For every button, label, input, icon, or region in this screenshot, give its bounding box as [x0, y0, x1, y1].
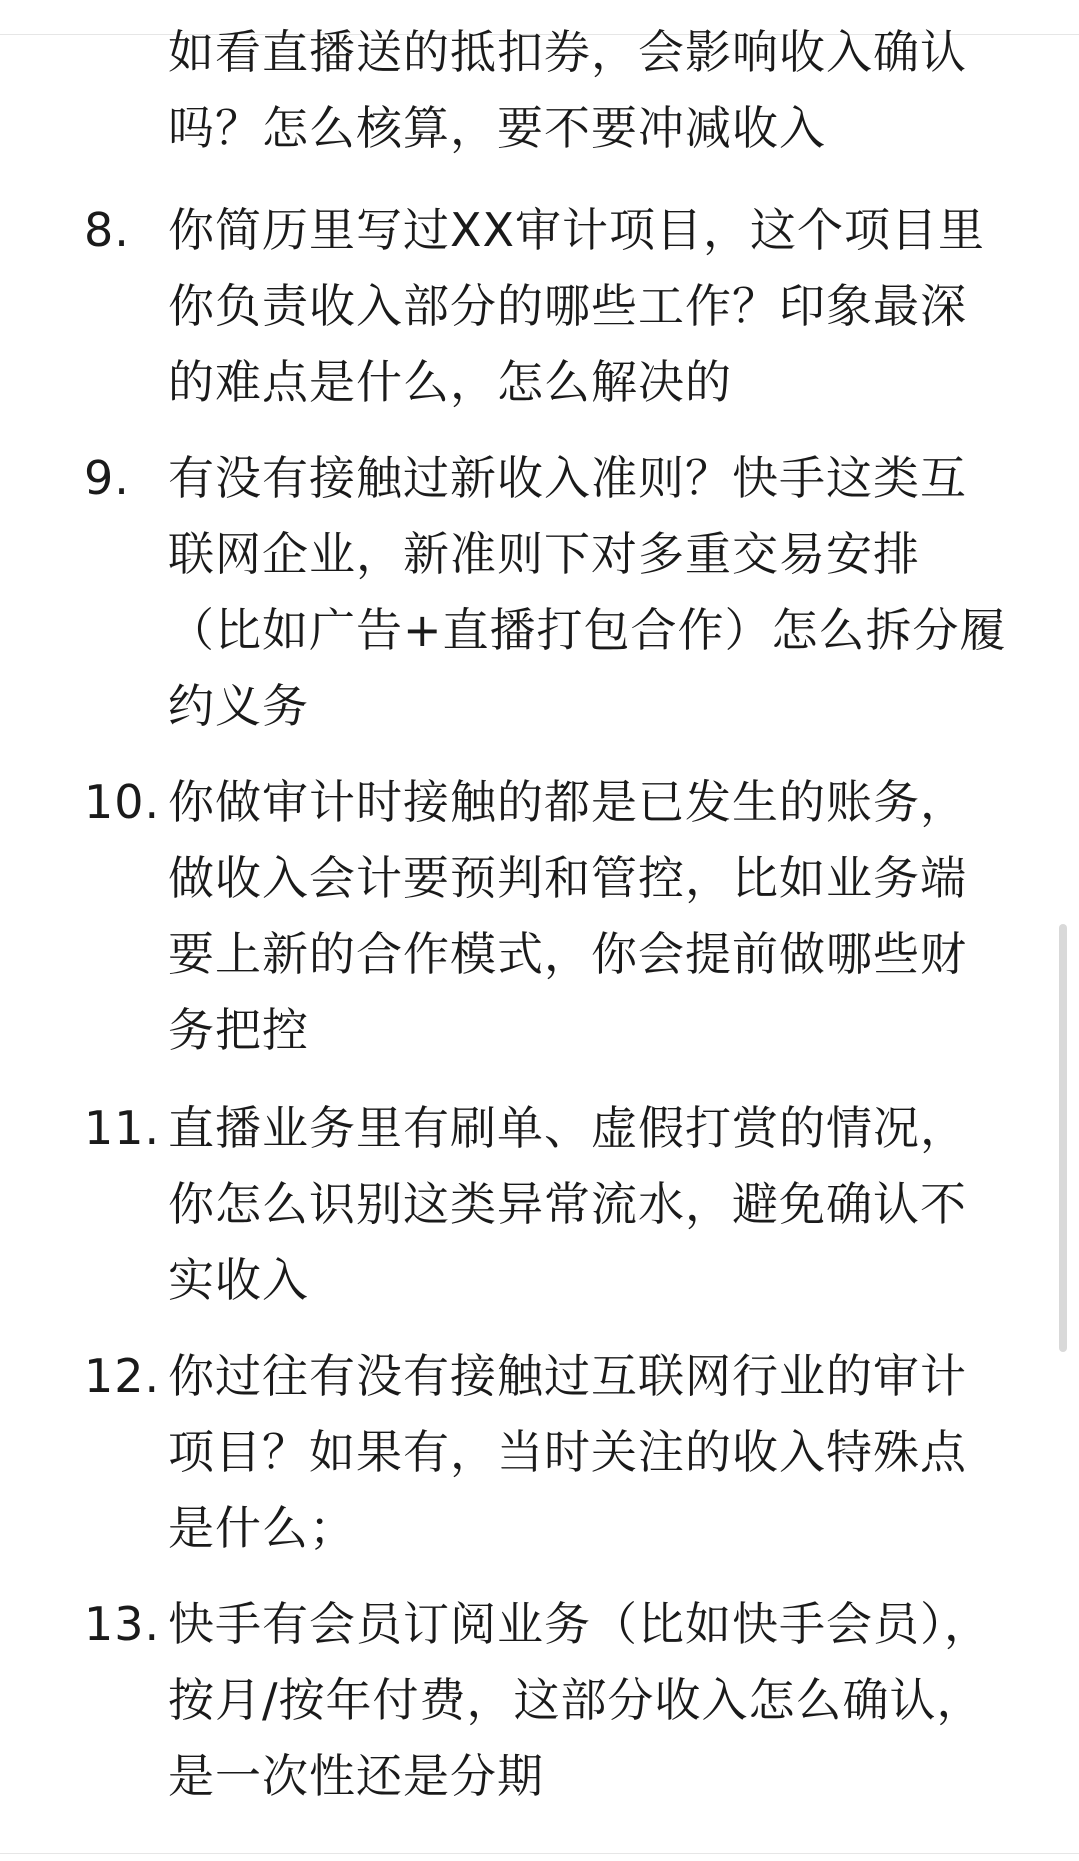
- list-item-number: 11.: [84, 1101, 161, 1155]
- list-item-number: 9.: [84, 451, 130, 505]
- list-item-number: 8.: [84, 203, 130, 257]
- list-item-text: 有没有接触过新收入准则？快手这类互联网企业，新准则下对多重交易安排（比如广告+直播打包合作）怎么拆分履约义务: [168, 451, 1007, 733]
- list-item-text: 你简历里写过XX审计项目，这个项目里你负责收入部分的哪些工作？印象最深的难点是什么，怎么解决的: [168, 203, 986, 409]
- list-item-number: 10.: [84, 775, 161, 829]
- list-item-text: 如看直播送的抵扣券，会影响收入确认吗？怎么核算，要不要冲减收入: [168, 25, 967, 155]
- bottom-divider: [0, 1853, 1079, 1854]
- list-item-text: 你过往有没有接触过互联网行业的审计项目？如果有，当时关注的收入特殊点是什么；: [168, 1349, 967, 1555]
- scrollbar[interactable]: [1059, 924, 1067, 1352]
- list-item-number: 12.: [84, 1349, 161, 1403]
- list-item-number: 13.: [84, 1597, 161, 1651]
- list-item-text: 直播业务里有刷单、虚假打赏的情况，你怎么识别这类异常流水，避免确认不实收入: [168, 1101, 967, 1307]
- list-item-text: 你做审计时接触的都是已发生的账务，做收入会计要预判和管控，比如业务端要上新的合作模式，你会提前做哪些财务把控: [168, 775, 967, 1057]
- list-item-text: 快手有会员订阅业务（比如快手会员），按月/按年付费，这部分收入怎么确认，是一次性还是分期: [168, 1597, 991, 1803]
